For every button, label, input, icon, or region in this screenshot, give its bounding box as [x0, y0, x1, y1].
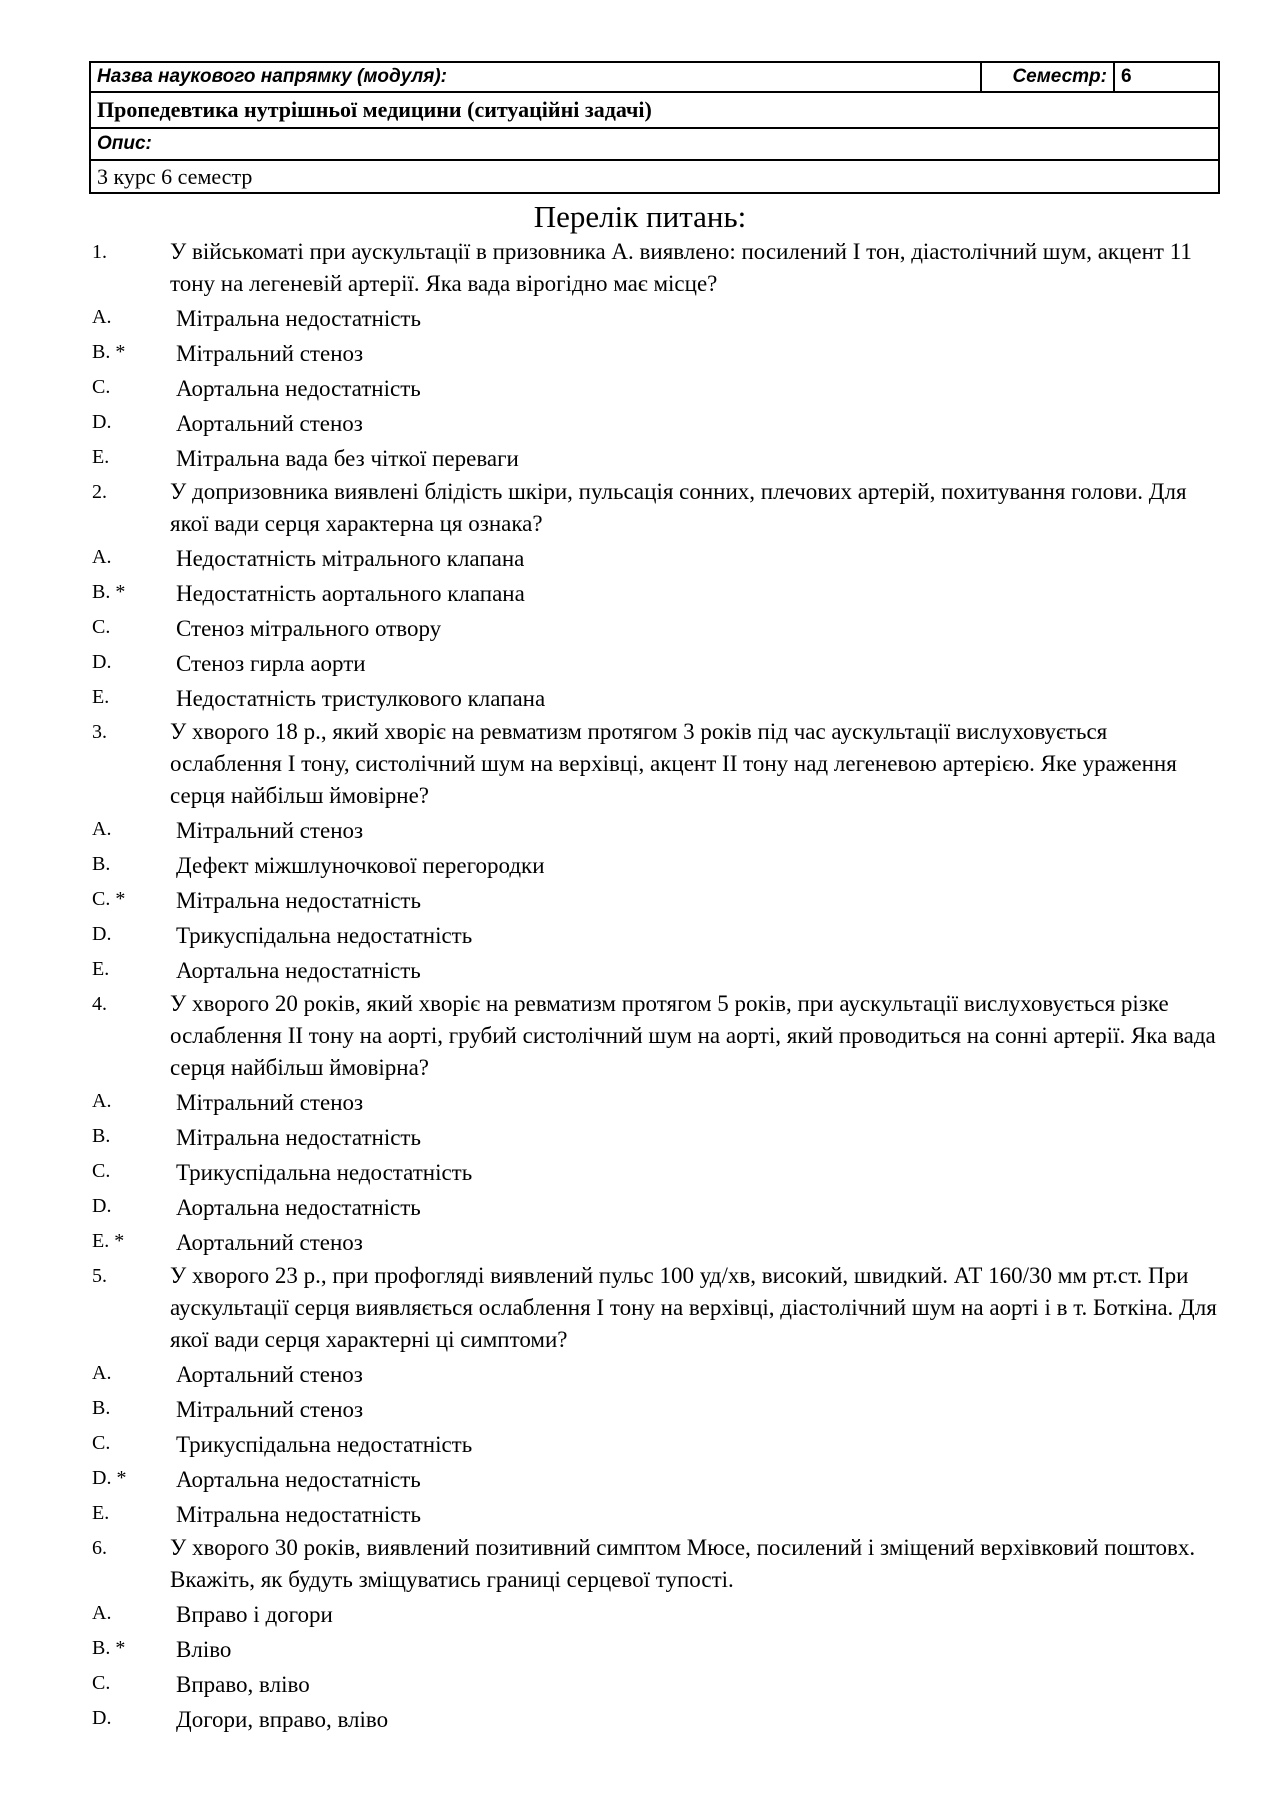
answer-option	[0, 883, 1280, 918]
answer-option-letter: C.	[92, 1160, 111, 1182]
answer-option	[0, 576, 1280, 611]
answer-option	[0, 1190, 1280, 1225]
answer-option-letter: B. *	[92, 1637, 126, 1659]
answer-option-letter: D.	[92, 411, 112, 433]
header-row-description	[90, 160, 1219, 193]
question-number: 1.	[92, 241, 107, 263]
answer-option-letter: C.	[92, 376, 111, 398]
answer-option	[0, 1632, 1280, 1667]
answer-option	[0, 301, 1280, 336]
answer-option	[0, 1357, 1280, 1392]
answer-option	[0, 918, 1280, 953]
answer-option	[0, 681, 1280, 716]
question-item	[0, 716, 1280, 813]
answer-option	[0, 1462, 1280, 1497]
answer-option-letter: D.	[92, 1195, 112, 1217]
module-name: Пропедевтика нутрішньої медицини (ситуаційні задачі)	[90, 92, 1219, 128]
answer-option-text: Мітральний стеноз	[176, 818, 364, 843]
answer-option-letter: B.	[92, 1397, 111, 1419]
semester-label: Семестр:	[981, 62, 1114, 92]
answer-option-text: Аортальна недостатність	[176, 1467, 421, 1492]
header-row-description-label	[90, 128, 1219, 160]
question-number: 6.	[92, 1537, 107, 1559]
answer-option-letter: A.	[92, 306, 112, 328]
module-label: Назва наукового напрямку (модуля):	[90, 62, 981, 92]
answer-option-text: Мітральна недостатність	[176, 1125, 421, 1150]
answer-option-text: Стеноз гирла аорти	[176, 651, 366, 676]
answer-option-text: Дефект міжшлуночкової перегородки	[176, 853, 545, 878]
answer-option-text: Недостатність мітрального клапана	[176, 546, 525, 571]
question-number: 3.	[92, 721, 107, 743]
answer-option	[0, 1085, 1280, 1120]
answer-option-text: Вліво	[176, 1637, 232, 1662]
question-number: 4.	[92, 993, 107, 1015]
answer-option-text: Мітральний стеноз	[176, 1090, 364, 1115]
answer-option	[0, 611, 1280, 646]
answer-option	[0, 541, 1280, 576]
answer-option-text: Мітральна недостатність	[176, 306, 421, 331]
question-number: 5.	[92, 1265, 107, 1287]
answer-option-text: Стеноз мітрального отвору	[176, 616, 442, 641]
answer-option-text: Аортальний стеноз	[176, 1362, 363, 1387]
question-item	[0, 988, 1280, 1085]
question-item	[0, 476, 1280, 541]
answer-option-letter: A.	[92, 1602, 112, 1624]
answer-option-text: Аортальний стеноз	[176, 1230, 363, 1255]
question-text: У хворого 20 років, який хворіє на ревматизм протягом 5 років, при аускультації вислуховується різке ослаблення ІІ тону на аорті, грубий систолічний шум на аорті, який проводиться на сонні артерії. Яка вада серця найбільш ймовірна?	[170, 991, 1216, 1080]
answer-option-text: Аортальна недостатність	[176, 376, 421, 401]
answer-option-text: Мітральна недостатність	[176, 1502, 421, 1527]
answer-option-text: Догори, вправо, вліво	[176, 1707, 389, 1732]
answer-option	[0, 953, 1280, 988]
answer-option-text: Мітральна недостатність	[176, 888, 421, 913]
question-list-title: Перелік питань:	[533, 199, 747, 234]
answer-option	[0, 1667, 1280, 1702]
answer-option-letter: D. *	[92, 1467, 127, 1489]
answer-option-letter: D.	[92, 1707, 112, 1729]
answer-option-letter: B.	[92, 1125, 111, 1147]
answer-option-letter: E.	[92, 958, 110, 980]
answer-option-letter: E.	[92, 686, 110, 708]
header-row-module-name	[90, 92, 1219, 128]
answer-option	[0, 371, 1280, 406]
answer-option-text: Недостатність тристулкового клапана	[176, 686, 546, 711]
question-item	[0, 236, 1280, 301]
answer-option	[0, 1597, 1280, 1632]
answer-option	[0, 1120, 1280, 1155]
answer-option	[0, 441, 1280, 476]
module-header-table	[89, 61, 1220, 194]
answer-option	[0, 813, 1280, 848]
answer-option-letter: C.	[92, 1432, 111, 1454]
answer-option-letter: E.	[92, 446, 110, 468]
answer-option-text: Трикуспідальна недостатність	[176, 923, 473, 948]
answer-option-text: Мітральна вада без чіткої переваги	[176, 446, 519, 471]
answer-option	[0, 1225, 1280, 1260]
answer-option-letter: D.	[92, 651, 112, 673]
answer-option-letter: A.	[92, 546, 112, 568]
question-text: У хворого 23 р., при профогляді виявлений пульс 100 уд/хв, високий, швидкий. АТ 160/30 мм рт.ст. При аускультації серця виявляється ослаблення І тону на верхівці, діастолічний шум на аорті і в т. Боткіна. Для якої вади серця характерні ці симптоми?	[170, 1263, 1217, 1352]
answer-option	[0, 1497, 1280, 1532]
answer-option	[0, 1155, 1280, 1190]
answer-option-text: Трикуспідальна недостатність	[176, 1160, 473, 1185]
question-number: 2.	[92, 481, 107, 503]
description-label: Опис:	[90, 128, 1219, 160]
answer-option-letter: A.	[92, 1362, 112, 1384]
question-text: У допризовника виявлені блідість шкіри, пульсація сонних, плечових артерій, похитування голови. Для якої вади серця характерна ця ознака?	[170, 479, 1187, 536]
question-item	[0, 1532, 1280, 1597]
answer-option	[0, 848, 1280, 883]
answer-option-letter: A.	[92, 1090, 112, 1112]
answer-option	[0, 1427, 1280, 1462]
answer-option-letter: B. *	[92, 581, 126, 603]
question-text: У хворого 30 років, виявлений позитивний симптом Мюсе, посилений і зміщений верхівковий поштовх. Вкажіть, як будуть зміщуватись границі серцевої тупості.	[170, 1535, 1196, 1592]
answer-option-letter: E.	[92, 1502, 110, 1524]
answer-option-text: Мітральний стеноз	[176, 341, 364, 366]
answer-option	[0, 1392, 1280, 1427]
answer-option-text: Вправо, вліво	[176, 1672, 310, 1697]
answer-option	[0, 406, 1280, 441]
question-item	[0, 1260, 1280, 1357]
answer-option-text: Аортальна недостатність	[176, 958, 421, 983]
answer-option-text: Вправо і догори	[176, 1602, 333, 1627]
semester-value: 6	[1114, 62, 1219, 92]
answer-option	[0, 336, 1280, 371]
answer-option-letter: B. *	[92, 341, 126, 363]
answer-option-letter: C.	[92, 616, 111, 638]
answer-option-letter: B.	[92, 853, 111, 875]
answer-option-text: Трикуспідальна недостатність	[176, 1432, 473, 1457]
question-text: У військоматі при аускультації в призовника А. виявлено: посилений І тон, діастолічний шум, акцент 11 тону на легеневій артерії. Яка вада вірогідно має місце?	[170, 239, 1192, 296]
answer-option-text: Аортальний стеноз	[176, 411, 363, 436]
answer-option	[0, 646, 1280, 681]
answer-option-text: Мітральний стеноз	[176, 1397, 364, 1422]
description-value: 3 курс 6 семестр	[90, 160, 1219, 193]
answer-option-letter: A.	[92, 818, 112, 840]
question-text: У хворого 18 р., який хворіє на ревматизм протягом 3 років під час аускультації вислуховується ослаблення І тону, систолічний шум на верхівці, акцент ІІ тону над легеневою артерією. Яке ураження серця найбільш ймовірне?	[170, 719, 1177, 808]
header-row-module	[90, 62, 1219, 92]
answer-option-text: Недостатність аортального клапана	[176, 581, 525, 606]
answer-option-letter: E. *	[92, 1230, 125, 1252]
answer-option-letter: D.	[92, 923, 112, 945]
answer-option	[0, 1702, 1280, 1737]
answer-option-letter: C.	[92, 1672, 111, 1694]
answer-option-letter: C. *	[92, 888, 126, 910]
question-list	[0, 236, 1280, 1737]
answer-option-text: Аортальна недостатність	[176, 1195, 421, 1220]
